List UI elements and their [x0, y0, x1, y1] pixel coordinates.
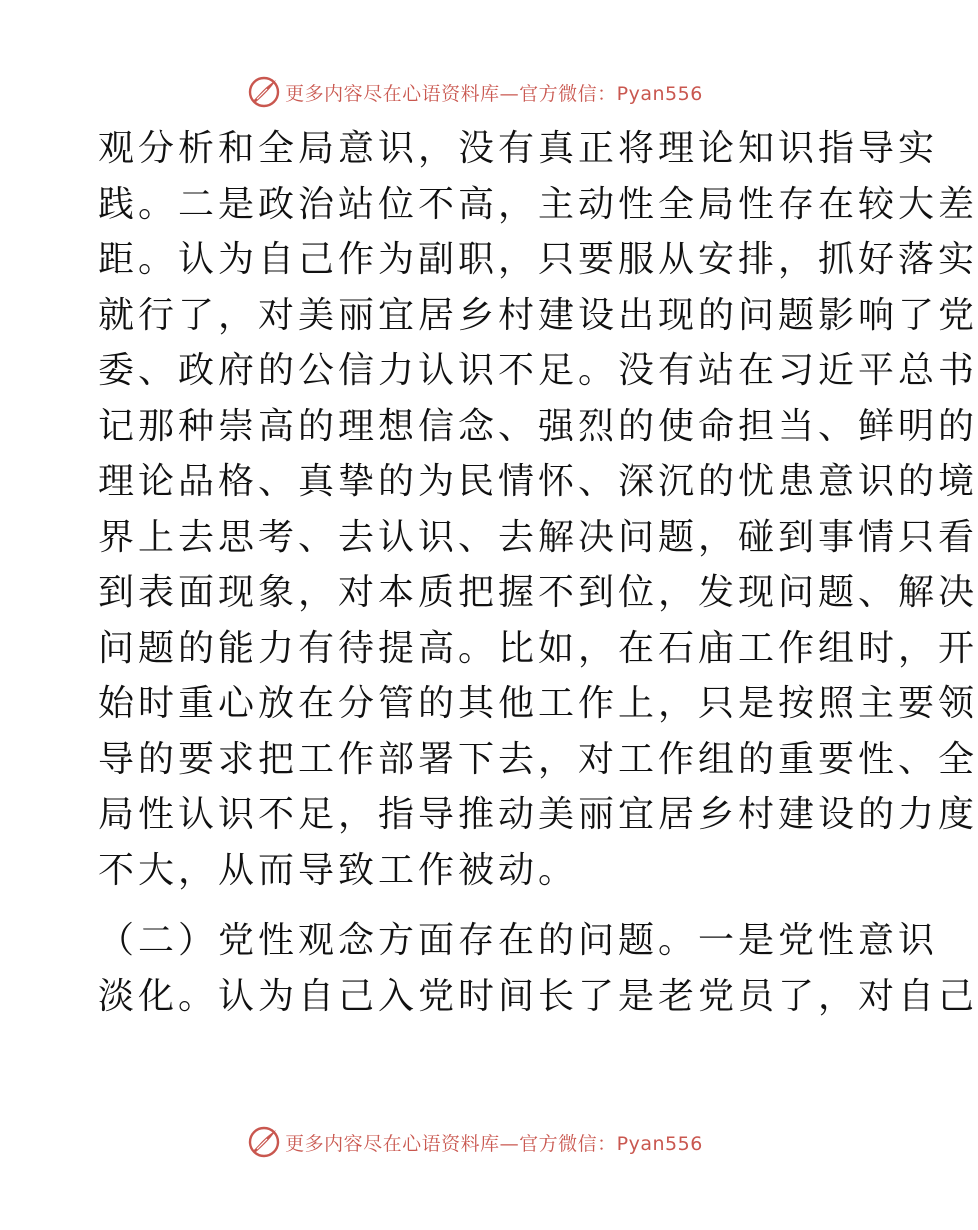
- document-body: [98, 121, 978, 1024]
- text-line: 距。认为自己作为副职，只要服从安排，抓好落实: [98, 239, 978, 280]
- text-line: 始时重心放在分管的其他工作上，只是按照主要领: [98, 683, 978, 724]
- text-line: 观分析和全局意识，没有真正将理论知识指导实: [98, 128, 939, 169]
- text-line: 导的要求把工作部署下去，对工作组的重要性、全: [98, 738, 978, 780]
- watermark-text: 更多内容尽在心语资料库—官方微信：Pyan556: [285, 82, 703, 105]
- text-line: 不大，从而导致工作被动。: [98, 849, 579, 891]
- text-line: 就行了，对美丽宜居乡村建设出现的问题影响了党: [98, 294, 978, 336]
- paragraph-1: [98, 121, 978, 898]
- footer-watermark: [0, 1122, 950, 1162]
- watermark-text: 更多内容尽在心语资料库—官方微信：Pyan556: [285, 1132, 703, 1155]
- text-line: 淡化。认为自己入党时间长了是老党员了，对自己: [98, 975, 978, 1017]
- text-line: 理论品格、真挚的为民情怀、深沉的忧患意识的境: [98, 461, 978, 502]
- text-line: 局性认识不足，指导推动美丽宜居乡村建设的力度: [98, 794, 978, 835]
- text-line: 到表面现象，对本质把握不到位，发现问题、解决: [98, 572, 978, 613]
- feather-pen-seal-icon: [247, 75, 281, 109]
- paragraph-2: [98, 913, 978, 1024]
- text-line: 委、政府的公信力认识不足。没有站在习近平总书: [98, 350, 978, 391]
- text-line: （二）党性观念方面存在的问题。一是党性意识: [98, 920, 939, 961]
- feather-pen-seal-icon: [247, 1125, 281, 1159]
- text-line: 践。二是政治站位不高，主动性全局性存在较大差: [98, 183, 978, 225]
- text-line: 界上去思考、去认识、去解决问题，碰到事情只看: [98, 516, 978, 558]
- header-watermark: [0, 72, 950, 112]
- text-line: 记那种崇高的理想信念、强烈的使命担当、鲜明的: [98, 405, 978, 447]
- text-line: 问题的能力有待提高。比如，在石庙工作组时，开: [98, 627, 978, 669]
